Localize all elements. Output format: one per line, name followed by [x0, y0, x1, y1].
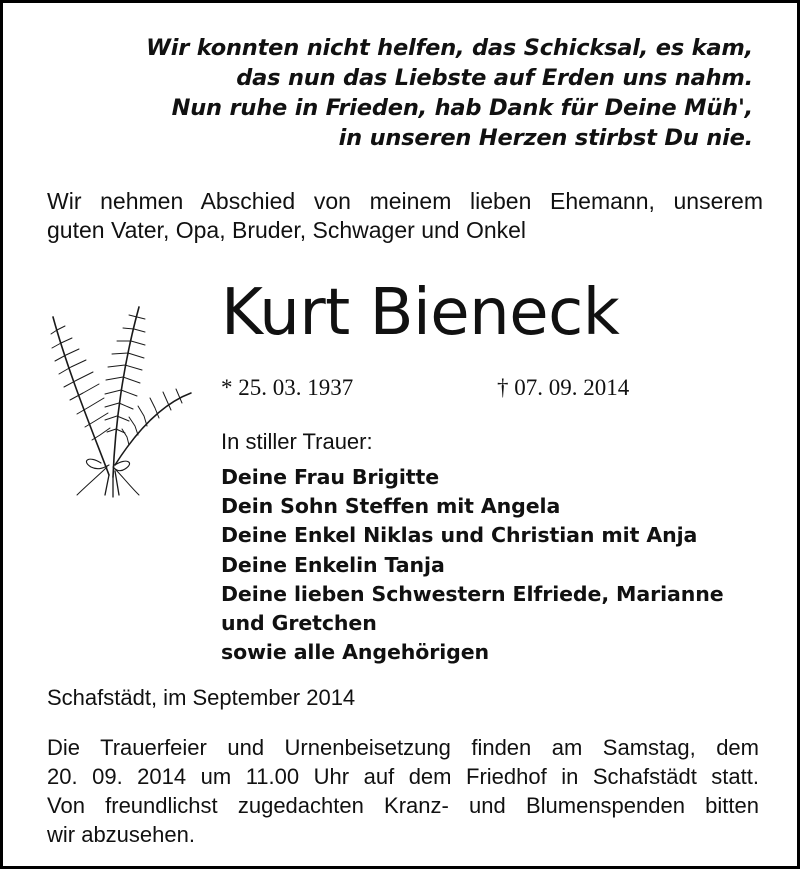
deceased-name: Kurt Bieneck — [221, 276, 620, 350]
family-line: sowie alle Angehörigen — [221, 640, 490, 665]
place-date: Schafstädt, im September 2014 — [47, 685, 356, 710]
family-line: Deine Frau Brigitte — [221, 465, 440, 489]
funeral-notice — [47, 733, 759, 849]
notice-line: Von freundlichst zugedachten Kranz- und Blumenspenden bitten — [47, 793, 759, 818]
intro-line: guten Vater, Opa, Bruder, Schwager und Onkel — [47, 217, 527, 243]
poem-line: in unseren Herzen stirbst Du nie. — [338, 125, 753, 151]
death-date: † 07. 09. 2014 — [497, 375, 630, 400]
notice-line: 20. 09. 2014 um 11.00 Uhr auf dem Friedhof in Schafstädt statt. — [47, 764, 759, 789]
family-line: Deine lieben Schwestern Elfriede, Marianne — [221, 581, 724, 606]
poem-line: Wir konnten nicht helfen, das Schicksal, es kam, — [146, 35, 753, 61]
poem-line: Nun ruhe in Frieden, hab Dank für Deine Müh', — [171, 95, 753, 121]
family-line: und Gretchen — [221, 611, 377, 636]
family-line: Dein Sohn Steffen mit Angela — [221, 494, 561, 519]
intro-line: Wir nehmen Abschied von meinem lieben Ehemann, unserem — [47, 188, 763, 214]
family-line: Deine Enkelin Tanja — [221, 552, 445, 577]
family-line: Deine Enkel Niklas und Christian mit Anja — [221, 523, 698, 548]
family-list — [221, 463, 724, 667]
poem-line: das nun das Liebste auf Erden uns nahm. — [236, 65, 753, 91]
notice-line: wir abzusehen. — [47, 822, 195, 847]
birth-date: * 25. 03. 1937 — [221, 375, 354, 400]
intro-text — [47, 187, 763, 245]
poem — [133, 33, 753, 153]
fern-bouquet-icon — [39, 295, 199, 505]
notice-line: Die Trauerfeier und Urnenbeisetzung finden am Samstag, dem — [47, 735, 759, 760]
mourning-heading: In stiller Trauer: — [221, 429, 373, 454]
